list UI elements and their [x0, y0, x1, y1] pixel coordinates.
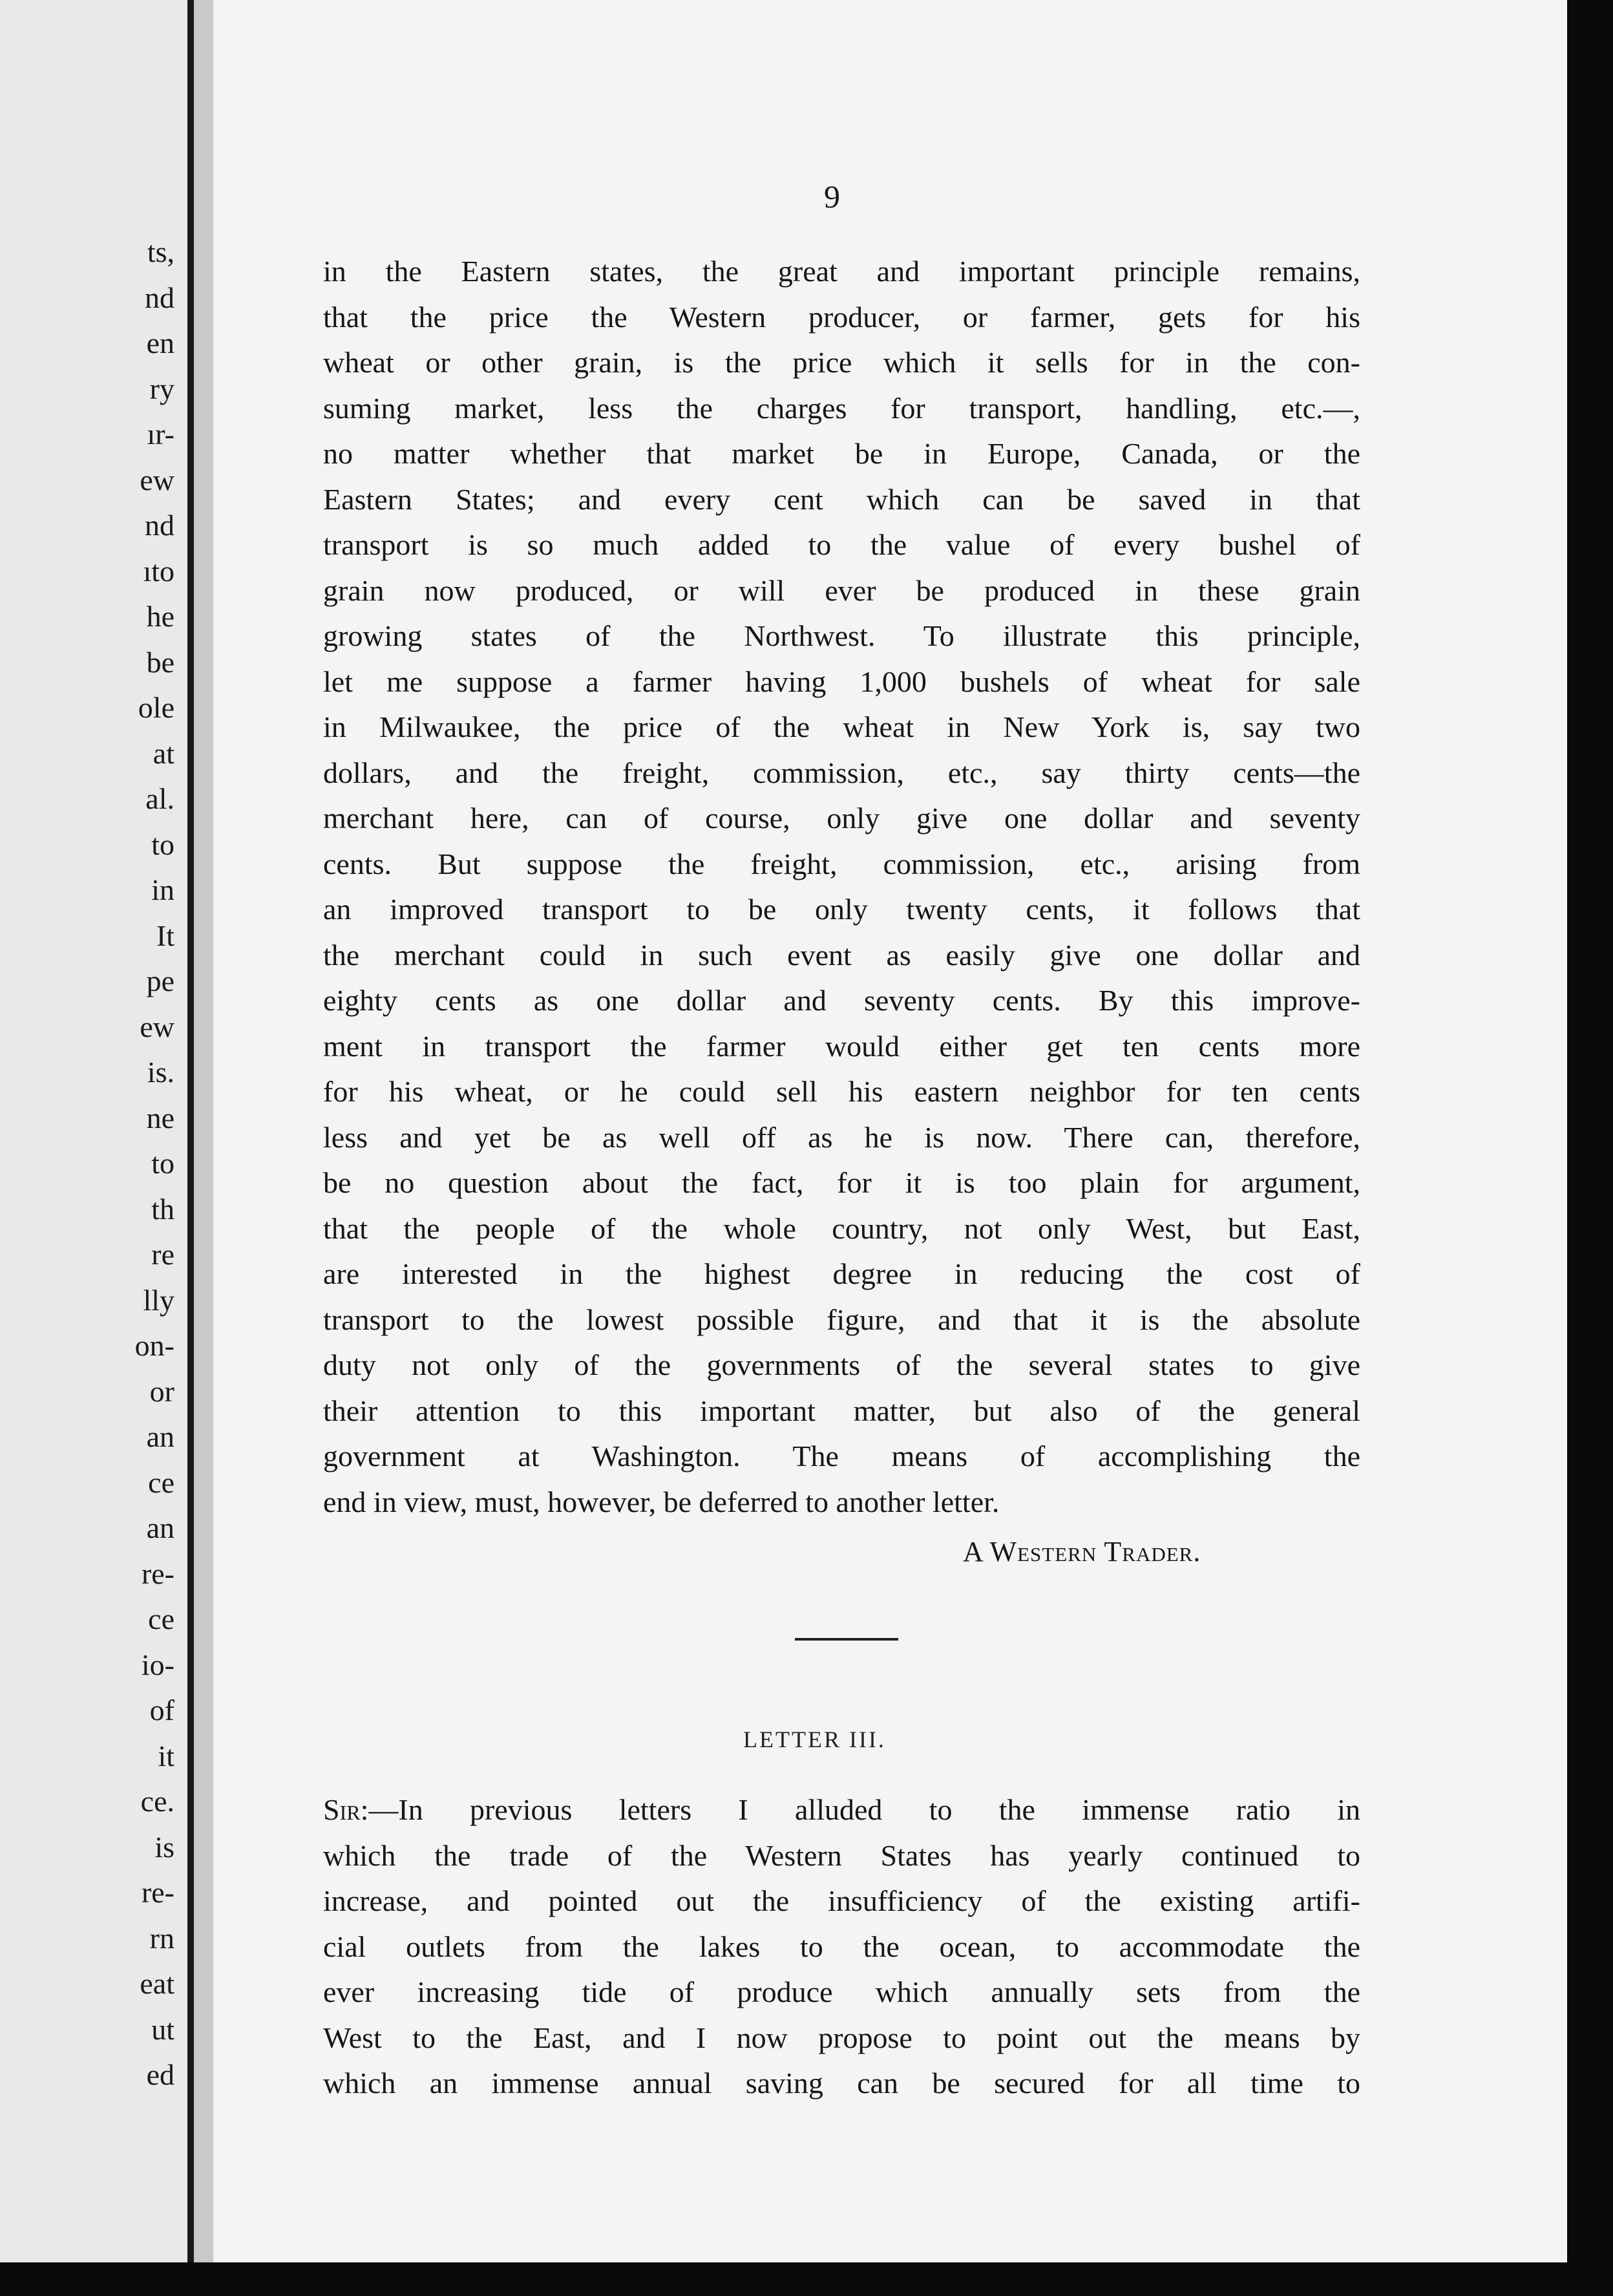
left-fragment: nd	[145, 509, 174, 542]
body-line: ment in transport the farmer would either get ten cents more	[323, 1029, 1360, 1063]
left-fragment: en	[146, 326, 174, 359]
left-fragment: It	[156, 919, 174, 952]
body-line: their attention to this important matter, but also of the general	[323, 1394, 1360, 1427]
left-fragment: ew	[140, 463, 174, 496]
body-line: suming market, less the charges for transport, handling, etc.—,	[323, 391, 1360, 425]
body-line: which the trade of the Western States has yearly continued to	[323, 1838, 1360, 1872]
body-line: for his wheat, or he could sell his eastern neighbor for ten cents	[323, 1075, 1360, 1108]
left-fragment: ce	[148, 1465, 174, 1499]
left-fragment: eat	[140, 1967, 174, 2000]
body-line: that the people of the whole country, not only West, but East,	[323, 1211, 1360, 1245]
body-line: are interested in the highest degree in reducing the cost of	[323, 1257, 1360, 1290]
left-fragment: ır-	[147, 418, 174, 451]
signature: A Western Trader.	[963, 1536, 1201, 1568]
left-page-edge	[0, 0, 194, 2296]
first-line-rest: —In previous letters I alluded to the immense ratio in	[368, 1793, 1360, 1826]
body-line: growing states of the Northwest. To illustrate this principle,	[323, 619, 1360, 652]
left-fragment: io-	[141, 1648, 174, 1681]
page-edge-shadow	[187, 0, 194, 2296]
left-fragment: an	[146, 1420, 174, 1453]
body-line: transport to the lowest possible figure, and that it is the absolute	[323, 1302, 1360, 1336]
left-fragment: ry	[149, 372, 174, 405]
body-line: government at Washington. The means of accomplishing the	[323, 1440, 1360, 1472]
left-fragment: be	[146, 645, 174, 679]
left-fragment: ne	[146, 1101, 174, 1134]
page-number: 9	[824, 178, 840, 215]
left-fragment: an	[146, 1511, 174, 1544]
left-fragment: al.	[145, 782, 174, 815]
left-fragment: pe	[146, 964, 174, 997]
left-fragment: it	[158, 1739, 174, 1772]
left-fragment: or	[149, 1374, 174, 1408]
left-fragment: ut	[151, 2012, 174, 2046]
body-line: less and yet be as well off as he is now. There can, therefore,	[323, 1120, 1360, 1154]
letter-iii-body	[323, 1787, 1360, 2107]
body-line: eighty cents as one dollar and seventy cents. By this improve-	[323, 984, 1360, 1017]
left-fragment: ce	[148, 1602, 174, 1635]
left-fragment: nd	[145, 281, 174, 314]
left-fragment: ew	[140, 1010, 174, 1043]
left-fragment: ole	[138, 691, 174, 724]
body-line: duty not only of the governments of the several states to give	[323, 1348, 1360, 1381]
left-page-fragments	[0, 229, 181, 2098]
body-line: cial outlets from the lakes to the ocean, to accommodate the	[323, 1929, 1360, 1963]
left-fragment: in	[151, 873, 174, 906]
letter-ii-body	[323, 249, 1360, 1525]
left-fragment: to	[151, 827, 174, 861]
salutation: Sir:	[323, 1793, 369, 1826]
left-fragment: re-	[141, 1557, 174, 1590]
body-line: which an immense annual saving can be secured for all time to	[323, 2067, 1360, 2099]
left-fragment: rn	[149, 1921, 174, 1955]
body-line: in the Eastern states, the great and important principle remains,	[323, 255, 1360, 288]
left-fragment: to	[151, 1147, 174, 1180]
body-line: Eastern States; and every cent which can be saved in that	[323, 482, 1360, 516]
left-fragment: th	[151, 1192, 174, 1226]
body-line: transport is so much added to the value of every bushel of	[323, 528, 1360, 561]
letter-heading: LETTER III.	[743, 1727, 886, 1752]
left-fragment: lly	[143, 1283, 174, 1317]
body-line: ever increasing tide of produce which annually sets from the	[323, 1975, 1360, 2008]
body-line: be no question about the fact, for it is too plain for argument,	[323, 1166, 1360, 1199]
left-fragment: ce.	[140, 1785, 174, 1818]
body-line: an improved transport to be only twenty cents, it follows that	[323, 893, 1360, 926]
left-fragment: ts,	[147, 235, 174, 268]
left-fragment: ıto	[143, 554, 174, 588]
body-line: in Milwaukee, the price of the wheat in New York is, say two	[323, 710, 1360, 743]
body-line: wheat or other grain, is the price which it sells for in the con-	[323, 346, 1360, 379]
body-line: increase, and pointed out the insufficiency of the existing artifi-	[323, 1884, 1360, 1917]
book-gutter	[194, 0, 213, 2296]
left-fragment: on-	[134, 1329, 174, 1362]
left-fragment: at	[153, 736, 174, 770]
body-line: grain now produced, or will ever be produced in these grain	[323, 573, 1360, 607]
body-line: end in view, must, however, be deferred to another letter.	[323, 1485, 1000, 1518]
section-divider	[795, 1638, 898, 1641]
body-line: West to the East, and I now propose to point out the means by	[323, 2021, 1360, 2054]
left-fragment: re-	[141, 1876, 174, 1909]
body-line: let me suppose a farmer having 1,000 bushels of wheat for sale	[323, 664, 1360, 698]
body-line: cents. But suppose the freight, commission, etc., arising from	[323, 847, 1360, 880]
left-fragment: he	[146, 600, 174, 633]
left-fragment: re	[151, 1238, 174, 1271]
body-line: the merchant could in such event as easily give one dollar and	[323, 938, 1360, 972]
left-fragment: of	[149, 1694, 174, 1727]
left-fragment: is	[154, 1830, 174, 1864]
body-line: merchant here, can of course, only give one dollar and seventy	[323, 802, 1360, 834]
left-fragment: ed	[146, 2058, 174, 2091]
body-line: dollars, and the freight, commission, etc., say thirty cents—the	[323, 756, 1360, 789]
body-line: that the price the Western producer, or farmer, gets for his	[323, 300, 1360, 334]
body-line: no matter whether that market be in Europe, Canada, or the	[323, 437, 1360, 470]
left-fragment: is.	[147, 1056, 174, 1089]
body-line-first	[323, 1787, 1360, 1833]
scan-bottom-border	[0, 2262, 1613, 2296]
